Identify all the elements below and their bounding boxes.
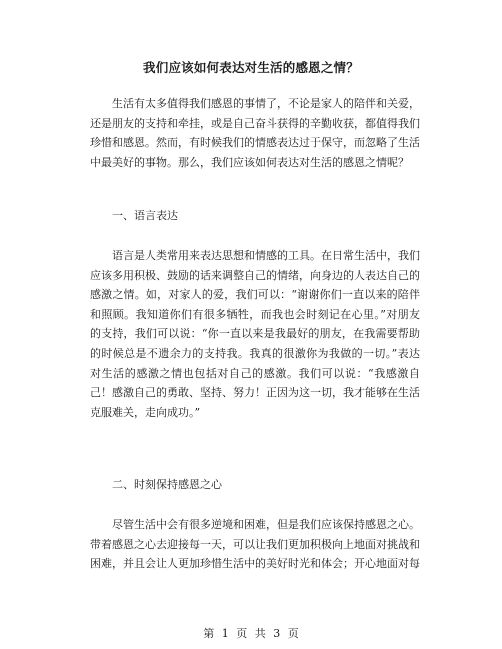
document-title: 我们应该如何表达对生活的感恩之情？	[143, 60, 359, 75]
section-body-gratitude: 尽管生活中会有很多逆境和困难，但是我们应该保持感恩之心。带着感恩之心去迎接每一天，可以让我们更加积极向上地面对挑战和困难，并且会让人更加珍惜生活中的美好时光和体会；开心地面对每	[90, 518, 420, 571]
section-body-language: 语言是人类常用来表达思想和情感的工具。在日常生活中，我们应该多用积极、鼓励的话来调整自己的情绪，向身边的人表达自己的感激之情。如，对家人的爱，我们可以：“谢谢你们一直以来的陪伴和照顾。我知道你们有很多牺牲，而我也会时刻记在心里。”对朋友的支持，我们可以说：“你一直以来是我最好的朋友，在我需要帮助的时候总是不遗余力的支持我。我真的很激你为我做的一切。”表达对生活的感激之情也包括对自己的感激。我们可以说：“我感激自己！感激自己的勇敢、坚持、努力！正因为这一切，我才能够在生活克服难关，走向成功。”	[90, 249, 420, 419]
section-heading-gratitude: 二、时刻保持感恩之心	[112, 478, 222, 491]
intro-paragraph: 生活有太多值得我们感恩的事情了，不论是家人的陪伴和关爱，还是朋友的支持和牵挂，或是自己奋斗获得的辛勤收获，都值得我们珍惜和感恩。然而，有时候我们的情感表达过于保守，而忽略了生活中最美好的事物。那么，我们应该如何表达对生活的感恩之情呢？	[90, 97, 420, 169]
page-number-footer: 第 1 页 共 3 页	[203, 627, 299, 640]
section-heading-language: 一、语言表达	[112, 209, 178, 222]
